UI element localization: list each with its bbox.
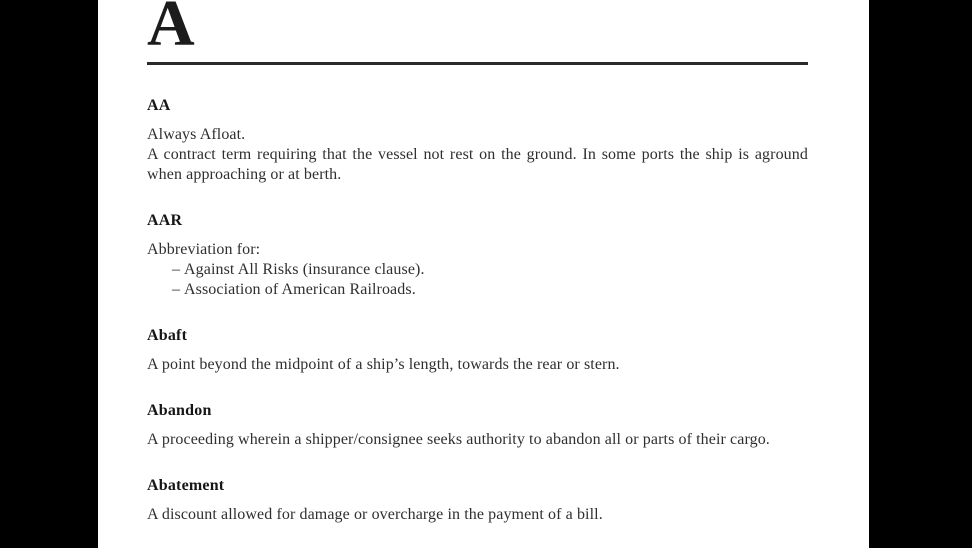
- definition-paragraph: A proceeding wherein a shipper/consignee seeks authority to abandon all or parts of their cargo.: [147, 431, 770, 448]
- entry-definition: [147, 505, 808, 525]
- entry-definition: [147, 430, 808, 450]
- glossary-entry: [147, 326, 808, 375]
- term-heading: Abaft: [147, 327, 188, 344]
- definition-paragraph: A discount allowed for damage or overcharge in the payment of a bill.: [147, 506, 603, 523]
- dash-marker: –: [172, 261, 181, 278]
- list-item: [147, 260, 808, 280]
- glossary-entry: [147, 401, 808, 450]
- definition-paragraph: A point beyond the midpoint of a ship’s length, towards the rear or stern.: [147, 356, 620, 373]
- term-heading: AAR: [147, 212, 183, 229]
- entry-definition: [147, 355, 808, 375]
- term-heading: Abandon: [147, 402, 212, 419]
- glossary-entries: [147, 96, 808, 525]
- section-letter-heading: A: [147, 0, 195, 60]
- list-item-text: Against All Risks (insurance clause).: [184, 261, 425, 278]
- entry-definition: [147, 125, 808, 185]
- term-heading: AA: [147, 97, 171, 114]
- glossary-entry: [147, 211, 808, 300]
- term-heading: Abatement: [147, 477, 225, 494]
- definition-paragraph: Always Afloat.: [147, 126, 246, 143]
- list-item: [147, 280, 808, 300]
- glossary-entry: [147, 96, 808, 185]
- entry-definition: [147, 240, 808, 300]
- section-rule-divider: [147, 62, 808, 65]
- list-item-text: Association of American Railroads.: [184, 281, 416, 298]
- glossary-entry: [147, 476, 808, 525]
- definition-paragraph: A contract term requiring that the vessel not rest on the ground. In some ports the ship is aground when approaching or at berth.: [147, 146, 808, 183]
- document-page: [98, 0, 869, 548]
- dash-marker: –: [172, 281, 181, 298]
- definition-paragraph: Abbreviation for:: [147, 241, 261, 258]
